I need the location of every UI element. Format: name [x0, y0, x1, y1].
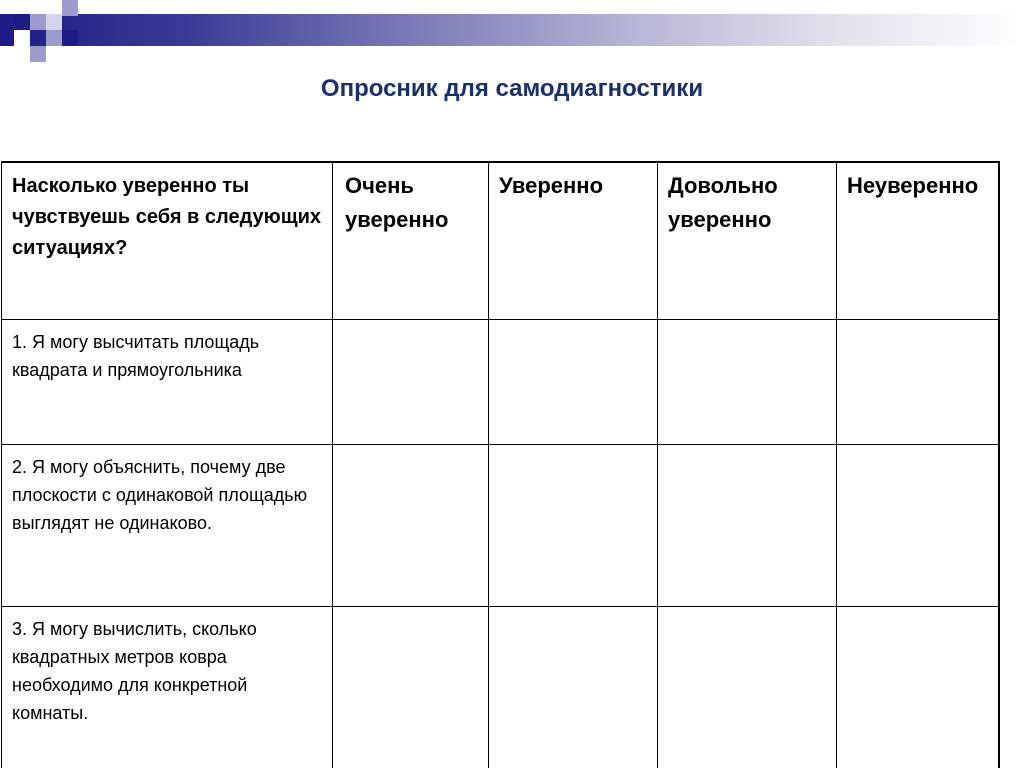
answer-cell[interactable]	[658, 606, 837, 768]
question-header-text: Насколько уверенно ты чувствуешь себя в следующих ситуациях?	[12, 175, 322, 259]
question-text: 2. Я могу объяснить, почему две плоскости с одинаковой площадью выглядят не одинаково.	[12, 456, 308, 533]
answer-cell[interactable]	[658, 444, 837, 606]
column-header-confident: Уверенно	[489, 162, 658, 319]
question-cell	[2, 444, 333, 606]
table-row	[2, 444, 999, 606]
answer-cell[interactable]	[837, 319, 999, 444]
answer-cell[interactable]	[837, 444, 999, 606]
question-header-cell	[2, 162, 333, 319]
answer-cell[interactable]	[658, 319, 837, 444]
answer-cell[interactable]	[837, 606, 999, 768]
header-gradient-bar	[0, 14, 1024, 46]
question-cell	[2, 319, 333, 444]
answer-cell[interactable]	[489, 444, 658, 606]
table-row	[2, 606, 999, 768]
column-header-very-confident: Очень уверенно	[333, 162, 489, 319]
answer-cell[interactable]	[333, 319, 489, 444]
answer-cell[interactable]	[333, 444, 489, 606]
column-header-fairly-confident: Довольно уверенно	[658, 162, 837, 319]
question-text: 3. Я могу вычислить, сколько квадратных метров ковра необходимо для конкретной комнаты.	[12, 618, 257, 723]
answer-cell[interactable]	[333, 606, 489, 768]
self-diagnosis-table	[1, 161, 1000, 768]
table-row	[2, 319, 999, 444]
question-cell	[2, 606, 333, 768]
question-text: 1. Я могу высчитать площадь квадрата и прямоугольника	[12, 331, 260, 380]
answer-cell[interactable]	[489, 606, 658, 768]
answer-cell[interactable]	[489, 319, 658, 444]
table-header-row	[2, 162, 999, 319]
page-title: Опросник для самодиагностики	[320, 75, 704, 102]
column-header-not-confident: Неуверенно	[837, 162, 999, 319]
